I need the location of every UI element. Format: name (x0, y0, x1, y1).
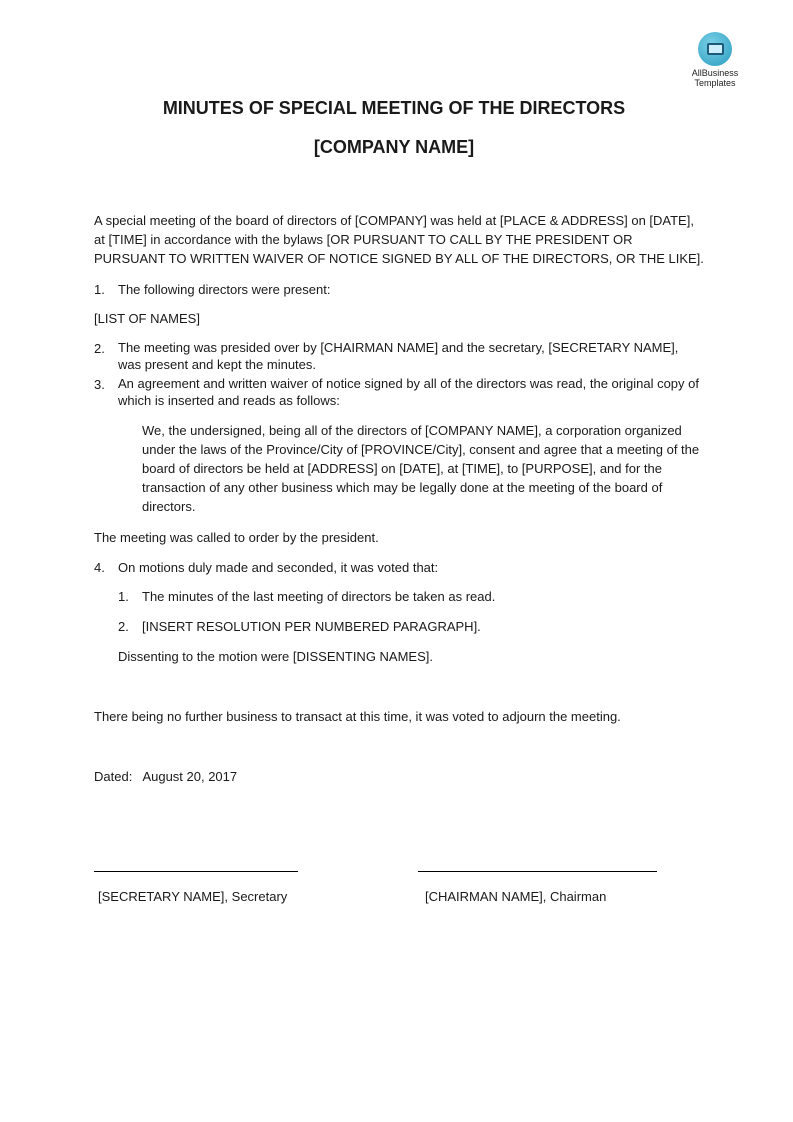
vote-1-text: The minutes of the last meeting of directors be taken as read. (142, 589, 496, 604)
item-3-number: 3. (94, 377, 105, 392)
vote-1-number: 1. (118, 589, 129, 604)
chairman-signature-line (418, 871, 657, 872)
dated-value: August 20, 2017 (142, 769, 238, 784)
secretary-signature-label: [SECRETARY NAME], Secretary (98, 889, 288, 904)
dissenting-text: Dissenting to the motion were [DISSENTING NAMES]. (118, 649, 433, 664)
vote-2-text: [INSERT RESOLUTION PER NUMBERED PARAGRAPH]. (142, 619, 481, 634)
laptop-icon (698, 32, 732, 66)
company-name-heading: [COMPANY NAME] (313, 137, 475, 157)
allbusiness-logo (688, 32, 742, 88)
secretary-signature-line (94, 871, 298, 872)
item-1-text: The following directors were present: (118, 282, 331, 297)
waiver-quote: We, the undersigned, being all of the directors of [COMPANY NAME], a corporation organized under the laws of the Province/City of [PROVINCE/City], consent and agree that a meeting of the board of directors be held at [ADDRESS] on [DATE], at [TIME], to [PURPOSE], and for the transaction of any other business which may be legally done at the meeting of the board of directors. (142, 423, 700, 514)
item-2-text: The meeting was presided over by [CHAIRMAN NAME] and the secretary, [SECRETARY NAME], was present and kept the minutes. (118, 340, 679, 372)
dated-line (94, 767, 704, 786)
item-2-number: 2. (94, 341, 105, 356)
logo-text-line2: Templates (694, 78, 736, 88)
vote-2-number: 2. (118, 619, 129, 634)
chairman-signature-label: [CHAIRMAN NAME], Chairman (425, 889, 607, 904)
called-to-order: The meeting was called to order by the president. (94, 530, 379, 545)
adjourn-text: There being no further business to transact at this time, it was voted to adjourn the meeting. (94, 709, 621, 724)
item-4-number: 4. (94, 560, 105, 575)
item-4-text: On motions duly made and seconded, it was voted that: (118, 560, 439, 575)
intro-paragraph: A special meeting of the board of directors of [COMPANY] was held at [PLACE & ADDRESS] on [DATE], at [TIME] in accordance with the bylaws [OR PURSUANT TO CALL BY THE PRESIDENT OR PURSUANT TO WRITTEN WAIVER OF NOTICE SIGNED BY ALL OF THE DIRECTORS, OR THE LIKE]. (94, 213, 704, 266)
dated-label: Dated: (94, 769, 133, 784)
item-3-text: An agreement and written waiver of notice signed by all of the directors was read, the original copy of which is inserted and reads as follows: (118, 376, 699, 408)
list-of-names: [LIST OF NAMES] (94, 311, 200, 326)
document-title: MINUTES OF SPECIAL MEETING OF THE DIRECTORS (162, 98, 626, 118)
item-1-number: 1. (94, 282, 105, 297)
logo-text-line1: AllBusiness (691, 68, 739, 78)
